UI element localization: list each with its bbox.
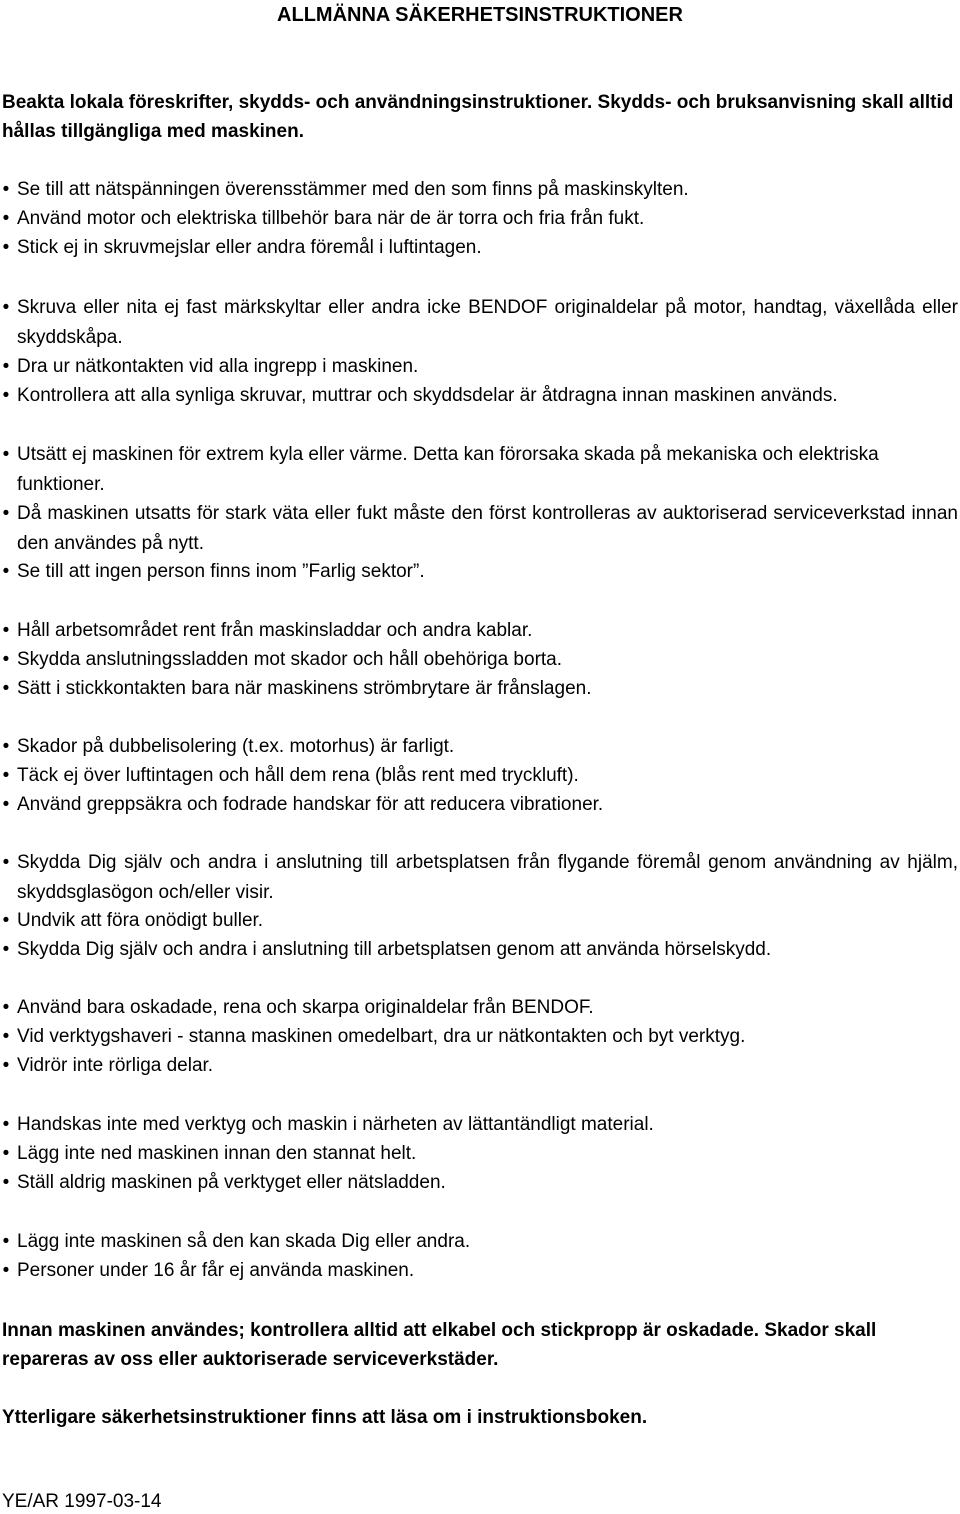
document-reference: YE/AR 1997-03-14 bbox=[2, 1491, 162, 1512]
list-item bbox=[0, 1256, 958, 1286]
list-item-text: Undvik att föra onödigt buller. bbox=[17, 910, 264, 931]
list-item bbox=[0, 440, 958, 500]
list-item bbox=[0, 790, 958, 820]
bullet-icon: • bbox=[2, 794, 10, 815]
list-item-text: Skydda Dig själv och andra i anslutning till arbetsplatsen genom att använda hörselskydd. bbox=[17, 939, 772, 960]
list-item bbox=[0, 352, 958, 382]
bullet-icon: • bbox=[2, 1055, 10, 1076]
list-item bbox=[0, 848, 958, 908]
list-item-text: Se till att ingen person finns inom ”Farlig sektor”. bbox=[17, 561, 425, 582]
bullet-icon: • bbox=[2, 356, 10, 377]
bullet-icon: • bbox=[2, 1172, 10, 1193]
list-item bbox=[0, 204, 958, 234]
warning-paragraph: Innan maskinen användes; kontrollera alltid att elkabel och stickpropp är oskadade. Skador skall repareras av oss eller auktoriserade serviceverkstäder. bbox=[2, 1320, 877, 1370]
bullet-icon: • bbox=[2, 208, 10, 229]
list-item-text: Skydda anslutningssladden mot skador och håll obehöriga borta. bbox=[17, 649, 563, 670]
list-item-text: Skador på dubbelisolering (t.ex. motorhus) är farligt. bbox=[17, 736, 455, 757]
list-item bbox=[0, 645, 958, 675]
list-item-text: Stick ej in skruvmejslar eller andra föremål i luftintagen. bbox=[17, 237, 482, 258]
list-item-text: Skruva eller nita ej fast märkskyltar eller andra icke BENDOF originaldelar på motor, handtag, växellåda eller skyddskåpa. bbox=[17, 297, 958, 348]
list-item bbox=[0, 906, 958, 936]
bullet-icon: • bbox=[2, 997, 10, 1018]
list-item-text: Handskas inte med verktyg och maskin i närheten av lättantändligt material. bbox=[17, 1114, 654, 1135]
list-item-text: Lägg inte ned maskinen innan den stannat helt. bbox=[17, 1143, 417, 1164]
list-item bbox=[0, 1227, 958, 1257]
list-item bbox=[0, 381, 958, 411]
further-instructions: Ytterligare säkerhetsinstruktioner finns att läsa om i instruktionsboken. bbox=[2, 1407, 648, 1428]
list-item-text: Använd motor och elektriska tillbehör bara när de är torra och fria från fukt. bbox=[17, 208, 645, 229]
bullet-icon: • bbox=[2, 297, 10, 318]
list-item-text: Då maskinen utsatts för stark väta eller fukt måste den först kontrolleras av auktoriserad serviceverkstad innan den användes på nytt. bbox=[17, 503, 958, 554]
bullet-icon: • bbox=[2, 1026, 10, 1047]
list-item-text: Dra ur nätkontakten vid alla ingrepp i maskinen. bbox=[17, 356, 419, 377]
bullet-icon: • bbox=[2, 1114, 10, 1135]
bullet-icon: • bbox=[2, 179, 10, 200]
bullet-icon: • bbox=[2, 385, 10, 406]
list-item bbox=[0, 993, 958, 1023]
list-item-text: Använd greppsäkra och fodrade handskar för att reducera vibrationer. bbox=[17, 794, 604, 815]
list-item bbox=[0, 674, 958, 704]
bullet-icon: • bbox=[2, 444, 10, 465]
list-item-text: Använd bara oskadade, rena och skarpa originaldelar från BENDOF. bbox=[17, 997, 594, 1018]
bullet-icon: • bbox=[2, 1231, 10, 1252]
list-item-text: Kontrollera att alla synliga skruvar, muttrar och skyddsdelar är åtdragna innan maskinen används. bbox=[17, 385, 838, 406]
list-item bbox=[0, 557, 958, 587]
document-title: ALLMÄNNA SÄKERHETSINSTRUKTIONER bbox=[277, 4, 683, 26]
list-item bbox=[0, 233, 958, 263]
bullet-icon: • bbox=[2, 503, 10, 524]
list-item-text: Vid verktygshaveri - stanna maskinen omedelbart, dra ur nätkontakten och byt verktyg. bbox=[17, 1026, 746, 1047]
bullet-icon: • bbox=[2, 1143, 10, 1164]
list-item bbox=[0, 175, 958, 205]
list-item bbox=[0, 616, 958, 646]
bullet-icon: • bbox=[2, 620, 10, 641]
bullet-icon: • bbox=[2, 1260, 10, 1281]
list-item bbox=[0, 1022, 958, 1052]
list-item-text: Personer under 16 år får ej använda maskinen. bbox=[17, 1260, 415, 1281]
list-item bbox=[0, 935, 958, 965]
list-item bbox=[0, 1051, 958, 1081]
list-item bbox=[0, 761, 958, 791]
bullet-icon: • bbox=[2, 910, 10, 931]
list-item bbox=[0, 499, 958, 559]
list-item-text: Täck ej över luftintagen och håll dem rena (blås rent med tryckluft). bbox=[17, 765, 579, 786]
list-item bbox=[0, 1168, 958, 1198]
bullet-icon: • bbox=[2, 852, 10, 873]
list-item bbox=[0, 1110, 958, 1140]
bullet-icon: • bbox=[2, 736, 10, 757]
list-item bbox=[0, 1139, 958, 1169]
list-item-text: Se till att nätspänningen överensstämmer med den som finns på maskinskylten. bbox=[17, 179, 689, 200]
bullet-icon: • bbox=[2, 237, 10, 258]
list-item-text: Lägg inte maskinen så den kan skada Dig eller andra. bbox=[17, 1231, 471, 1252]
bullet-icon: • bbox=[2, 649, 10, 670]
list-item-text: Utsätt ej maskinen för extrem kyla eller värme. Detta kan förorsaka skada på mekaniska och elektriska funktioner. bbox=[17, 444, 879, 495]
list-item-text: Sätt i stickkontakten bara när maskinens strömbrytare är frånslagen. bbox=[17, 678, 592, 699]
list-item bbox=[0, 732, 958, 762]
list-item-text: Vidrör inte rörliga delar. bbox=[17, 1055, 214, 1076]
list-item bbox=[0, 293, 958, 353]
bullet-icon: • bbox=[2, 939, 10, 960]
bullet-icon: • bbox=[2, 765, 10, 786]
list-item-text: Håll arbetsområdet rent från maskinsladdar och andra kablar. bbox=[17, 620, 533, 641]
list-item-text: Ställ aldrig maskinen på verktyget eller nätsladden. bbox=[17, 1172, 446, 1193]
intro-paragraph: Beakta lokala föreskrifter, skydds- och användningsinstruktioner. Skydds- och bruksanvisning skall alltid hållas tillgängliga med maskinen. bbox=[2, 92, 954, 142]
bullet-icon: • bbox=[2, 678, 10, 699]
bullet-icon: • bbox=[2, 561, 10, 582]
list-item-text: Skydda Dig själv och andra i anslutning till arbetsplatsen från flygande föremål genom användning av hjälm, skyddsglasögon och/eller visir. bbox=[17, 852, 958, 903]
